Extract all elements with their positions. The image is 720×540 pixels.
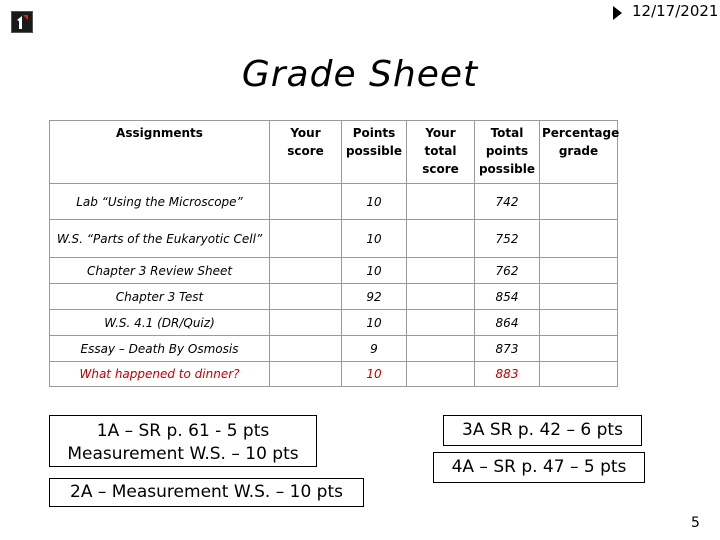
points-possible-cell: 10 [342,258,407,284]
column-header-your-score: Your score [270,121,342,184]
table-row [50,284,618,310]
points-possible-cell: 10 [342,184,407,220]
column-header-assignments: Assignments [50,121,270,184]
total-score-cell [407,258,475,284]
total-score-cell [407,184,475,220]
total-score-cell [407,220,475,258]
total-points-possible-cell: 873 [475,336,540,362]
points-possible-cell: 9 [342,336,407,362]
column-header-percentage-grade: Percentage grade [540,121,618,184]
page-number: 5 [691,515,700,531]
note-1a-line2: Measurement W.S. – 10 pts [67,444,299,464]
total-points-possible-cell: 752 [475,220,540,258]
table-row-highlighted [50,362,618,387]
assignment-cell: Essay – Death By Osmosis [50,336,270,362]
percentage-cell [540,310,618,336]
score-cell [270,220,342,258]
score-cell [270,284,342,310]
table-row [50,220,618,258]
assignment-cell: W.S. “Parts of the Eukaryotic Cell” [50,220,270,258]
assignment-cell: W.S. 4.1 (DR/Quiz) [50,310,270,336]
percentage-cell [540,258,618,284]
total-points-possible-cell: 854 [475,284,540,310]
assignment-cell: Chapter 3 Test [50,284,270,310]
assignment-cell: What happened to dinner? [50,362,270,387]
column-header-total-points-possible: Total points possible [475,121,540,184]
score-cell [270,310,342,336]
points-possible-cell: 10 [342,362,407,387]
note-box-2a: 2A – Measurement W.S. – 10 pts [49,478,364,507]
page-title: Grade Sheet [241,54,479,95]
assignment-cell: Chapter 3 Review Sheet [50,258,270,284]
score-cell [270,336,342,362]
triangle-right-icon [613,6,622,20]
table-row [50,310,618,336]
total-points-possible-cell: 883 [475,362,540,387]
percentage-cell [540,362,618,387]
grade-table [49,120,618,387]
column-header-your-total-score: Your total score [407,121,475,184]
points-possible-cell: 10 [342,310,407,336]
total-score-cell [407,336,475,362]
note-1a-line: 1A – SR p. 61 - 5 pts [96,421,270,441]
total-score-cell [407,310,475,336]
slide-logo-icon [11,11,33,33]
total-points-possible-cell: 742 [475,184,540,220]
table-row [50,258,618,284]
note-box-3a: 3A SR p. 42 – 6 pts [443,415,642,446]
table-header-row [50,121,618,184]
points-possible-cell: 10 [342,220,407,258]
percentage-cell [540,220,618,258]
score-cell [270,184,342,220]
percentage-cell [540,336,618,362]
total-score-cell [407,362,475,387]
percentage-cell [540,284,618,310]
points-possible-cell: 92 [342,284,407,310]
note-box-4a: 4A – SR p. 47 – 5 pts [433,452,645,483]
assignment-cell: Lab “Using the Microscope” [50,184,270,220]
column-header-points-possible: Points possible [342,121,407,184]
score-cell [270,362,342,387]
score-cell [270,258,342,284]
note-box-1a [49,415,317,467]
slide-date: 12/17/2021 [632,2,719,20]
table-row [50,336,618,362]
total-points-possible-cell: 864 [475,310,540,336]
percentage-cell [540,184,618,220]
total-score-cell [407,284,475,310]
total-points-possible-cell: 762 [475,258,540,284]
table-row [50,184,618,220]
